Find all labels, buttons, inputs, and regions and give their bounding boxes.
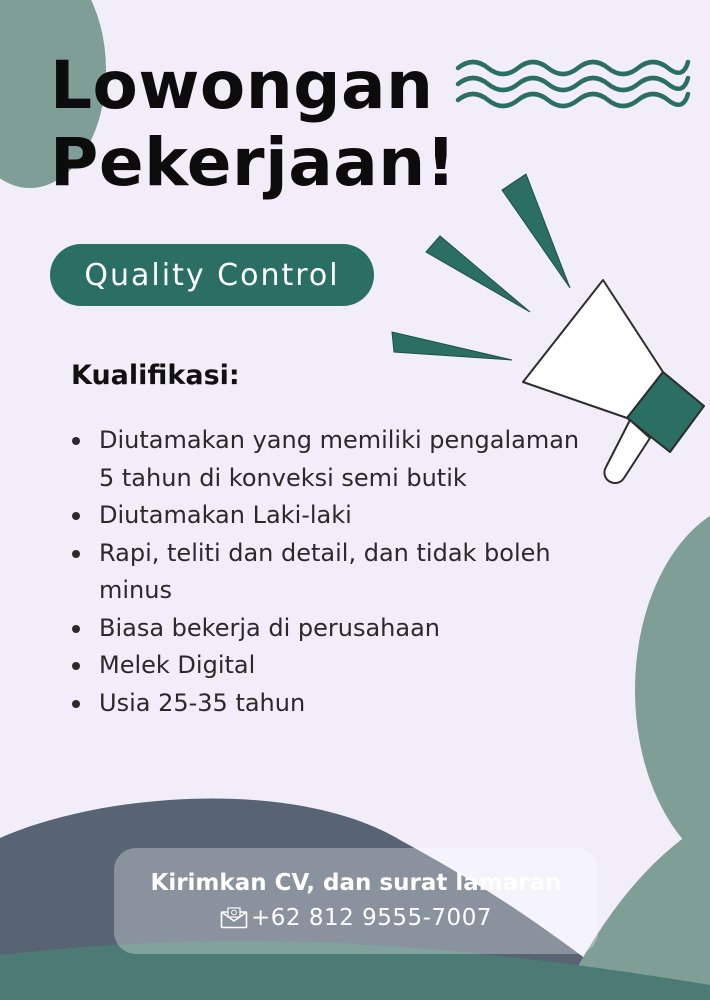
right-blob bbox=[635, 500, 710, 880]
wavy-lines-decoration bbox=[458, 62, 688, 106]
headline-line-2: Pekerjaan! bbox=[50, 123, 457, 201]
megaphone-rays bbox=[392, 174, 570, 360]
headline-line-1: Lowongan bbox=[50, 47, 434, 124]
qualification-item: Diutamakan Laki-laki bbox=[70, 497, 590, 535]
headline bbox=[50, 48, 456, 201]
qualification-item: Melek Digital bbox=[70, 647, 590, 685]
phone-row bbox=[114, 905, 598, 931]
qualification-item: Usia 25-35 tahun bbox=[70, 685, 590, 723]
cta-text: Kirimkan CV, dan surat lamaran bbox=[150, 870, 562, 896]
qualification-item: Biasa bekerja di perusahaan bbox=[70, 610, 590, 648]
qualification-item: Diutamakan yang memiliki pengalaman 5 tahun di konveksi semi butik bbox=[70, 422, 590, 497]
position-pill bbox=[50, 244, 374, 306]
mail-icon bbox=[220, 907, 248, 929]
qualifications-heading: Kualifikasi: bbox=[71, 360, 240, 391]
qualification-item: Rapi, teliti dan detail, dan tidak boleh minus bbox=[70, 535, 590, 610]
contact-box bbox=[114, 848, 598, 954]
qualifications-list bbox=[70, 422, 590, 722]
phone-number: +62 812 9555-7007 bbox=[251, 905, 492, 931]
position-label: Quality Control bbox=[84, 257, 340, 293]
